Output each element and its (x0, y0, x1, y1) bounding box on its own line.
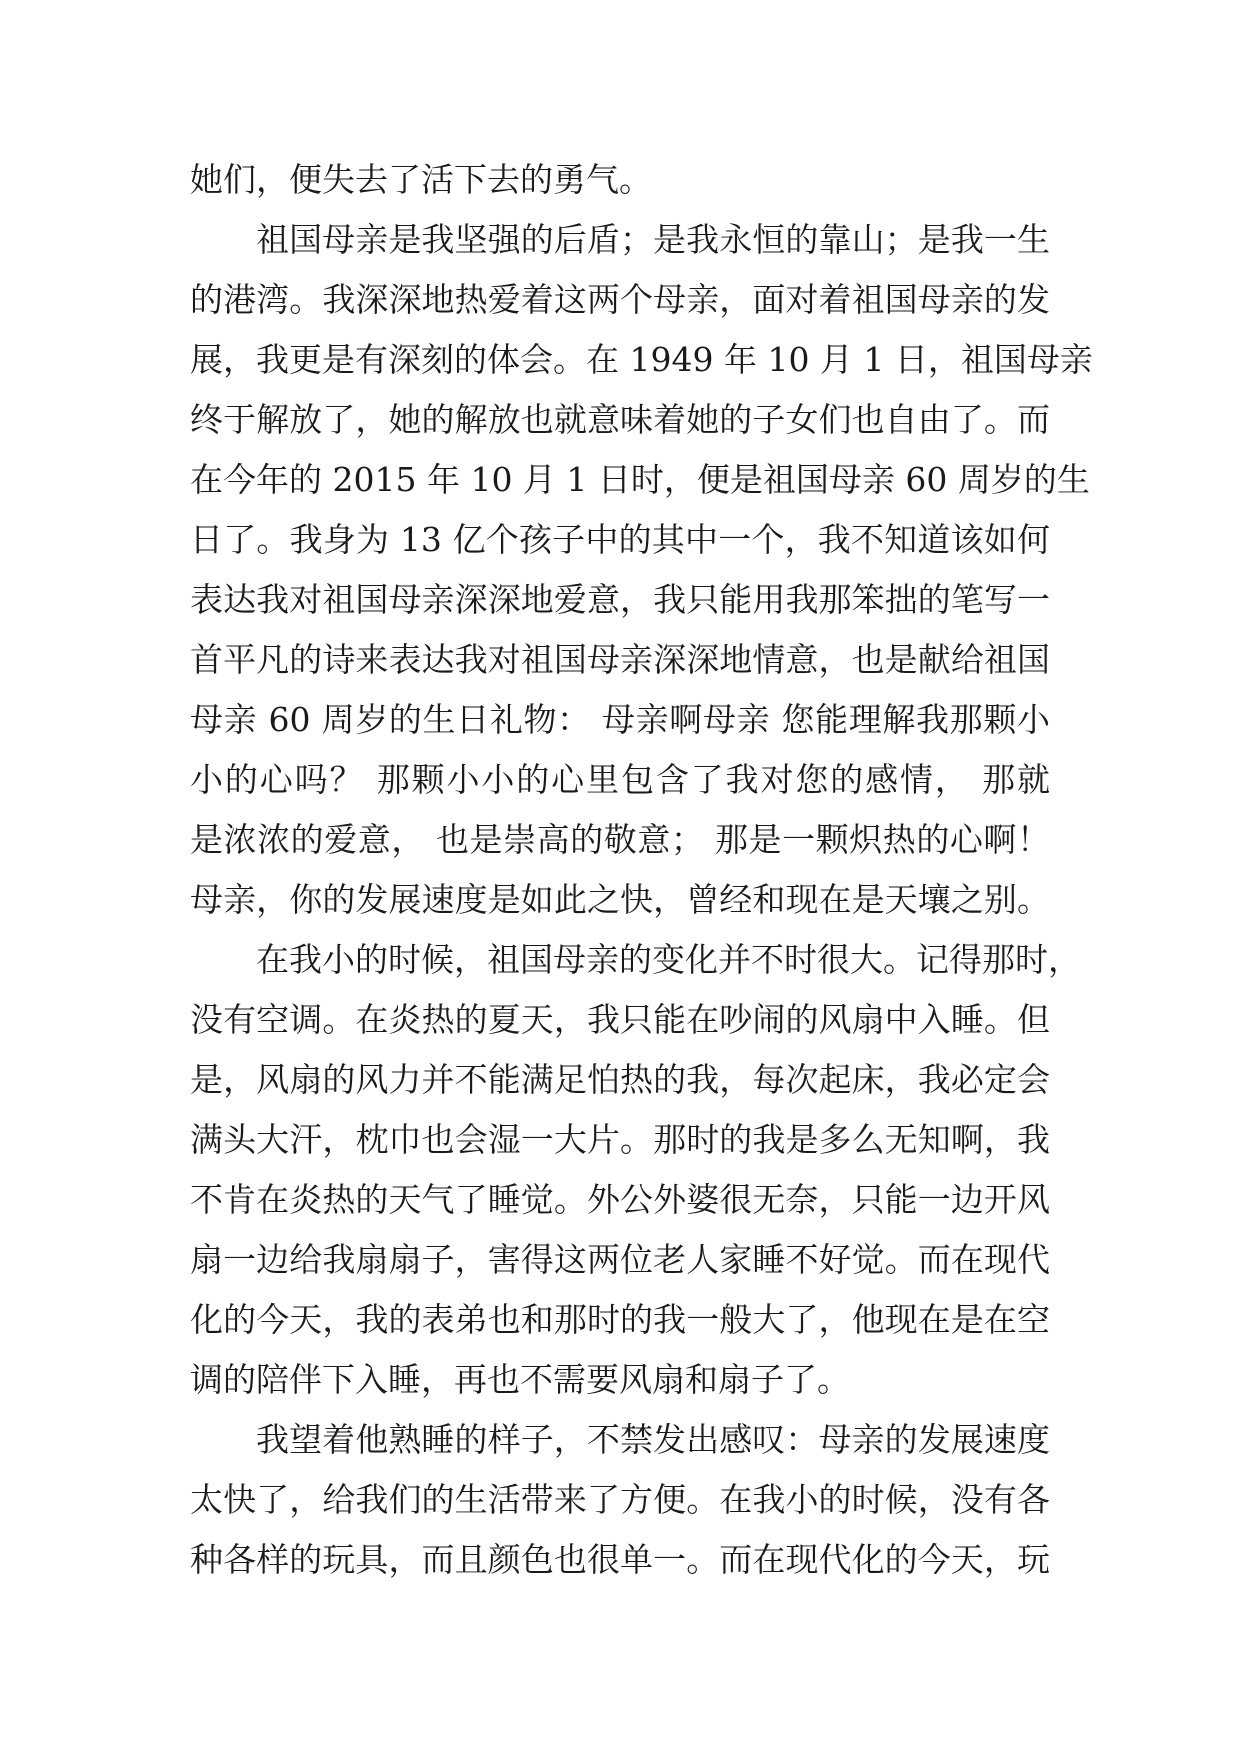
paragraph-first-line: 在我小的时候，祖国母亲的变化并不时很大。记得那时， (256, 940, 1081, 979)
text-line: 没有空调。在炎热的夏天，我只能在吵闹的风扇中入睡。但 (190, 1000, 1050, 1039)
text-line: 的港湾。我深深地热爱着这两个母亲，面对着祖国母亲的发 (190, 280, 1050, 319)
text-line: 日了。我身为 13 亿个孩子中的其中一个，我不知道该如何 (190, 520, 1050, 559)
text-line: 化的今天，我的表弟也和那时的我一般大了，他现在是在空 (190, 1300, 1050, 1339)
text-line: 满头大汗，枕巾也会湿一大片。那时的我是多么无知啊，我 (190, 1120, 1050, 1159)
text-line: 是，风扇的风力并不能满足怕热的我，每次起床，我必定会 (190, 1060, 1050, 1099)
text-line: 调的陪伴下入睡，再也不需要风扇和扇子了。 (190, 1360, 850, 1399)
paragraph-first-line: 我望着他熟睡的样子，不禁发出感叹：母亲的发展速度 (256, 1420, 1050, 1459)
text-line: 小的心吗？ 那颗小小的心里包含了我对您的感情， 那就 (190, 760, 1050, 799)
text-line: 母亲 60 周岁的生日礼物： 母亲啊母亲 您能理解我那颗小 (190, 700, 1050, 739)
text-line: 展，我更是有深刻的体会。在 1949 年 10 月 1 日，祖国母亲 (190, 340, 1093, 379)
text-line: 在今年的 2015 年 10 月 1 日时，便是祖国母亲 60 周岁的生 (190, 460, 1090, 499)
text-line: 是浓浓的爱意， 也是崇高的敬意； 那是一颗炽热的心啊！ (190, 820, 1050, 859)
paragraph-first-line: 祖国母亲是我坚强的后盾；是我永恒的靠山；是我一生 (256, 220, 1050, 259)
text-line: 不肯在炎热的天气了睡觉。外公外婆很无奈，只能一边开风 (190, 1180, 1050, 1219)
text-line: 扇一边给我扇扇子，害得这两位老人家睡不好觉。而在现代 (190, 1240, 1050, 1279)
text-line: 太快了，给我们的生活带来了方便。在我小的时候，没有各 (190, 1480, 1050, 1519)
text-line: 她们，便失去了活下去的勇气。 (190, 160, 652, 199)
text-line: 表达我对祖国母亲深深地爱意，我只能用我那笨拙的笔写一 (190, 580, 1050, 619)
text-line: 母亲，你的发展速度是如此之快，曾经和现在是天壤之别。 (190, 880, 1050, 919)
text-line: 首平凡的诗来表达我对祖国母亲深深地情意，也是献给祖国 (190, 640, 1050, 679)
text-line: 种各样的玩具，而且颜色也很单一。而在现代化的今天，玩 (190, 1540, 1050, 1579)
text-line: 终于解放了，她的解放也就意味着她的子女们也自由了。而 (190, 400, 1050, 439)
